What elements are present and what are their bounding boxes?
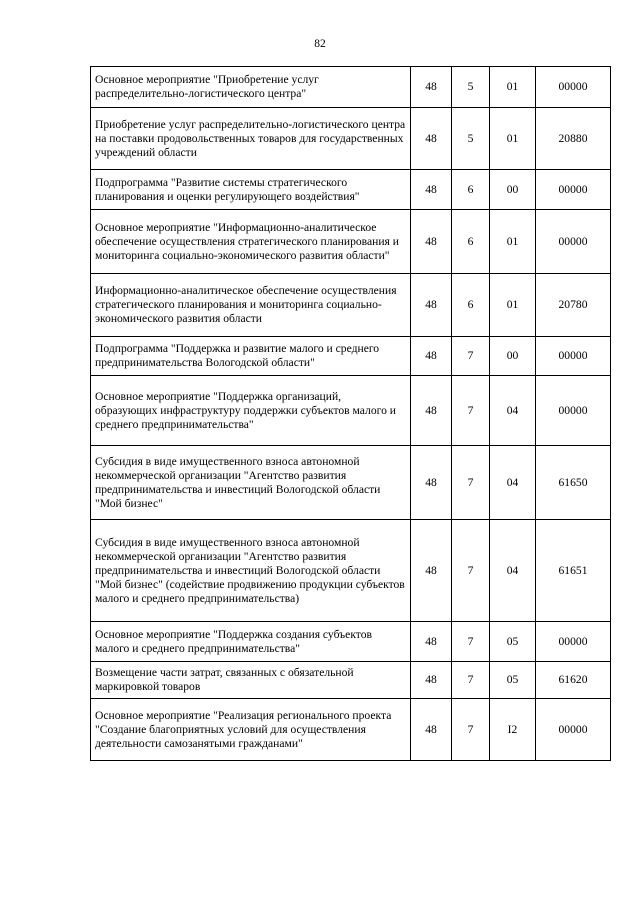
row-name: Субсидия в виде имущественного взноса автономной некоммерческой организации "Агентство развития предпринимательства и инвестиций Вологодской области "Мой бизнес"	[91, 446, 411, 520]
code-1: 48	[411, 337, 452, 376]
code-2: 6	[452, 170, 490, 210]
code-1: 48	[411, 108, 452, 170]
code-1: 48	[411, 446, 452, 520]
code-2: 7	[452, 662, 490, 699]
code-1: 48	[411, 170, 452, 210]
code-1: 48	[411, 520, 452, 622]
code-4: 20780	[536, 274, 611, 337]
row-name: Информационно-аналитическое обеспечение осуществления стратегического планирования и мониторинга социально-экономического развития области	[91, 274, 411, 337]
code-3: 01	[490, 274, 536, 337]
code-3: 04	[490, 520, 536, 622]
row-name: Подпрограмма "Развитие системы стратегического планирования и оценки регулирующего воздействия"	[91, 170, 411, 210]
table-row	[91, 699, 611, 761]
row-name: Основное мероприятие "Информационно-аналитическое обеспечение осуществления стратегического планирования и мониторинга социально-экономического развития области"	[91, 210, 411, 274]
page-number: 82	[314, 38, 326, 50]
table-row	[91, 67, 611, 108]
code-1: 48	[411, 662, 452, 699]
code-4: 00000	[536, 210, 611, 274]
code-2: 7	[452, 376, 490, 446]
code-4: 00000	[536, 67, 611, 108]
code-4: 61620	[536, 662, 611, 699]
code-4: 20880	[536, 108, 611, 170]
code-3: 04	[490, 376, 536, 446]
code-1: 48	[411, 67, 452, 108]
code-1: 48	[411, 210, 452, 274]
code-4: 00000	[536, 699, 611, 761]
code-3: 05	[490, 662, 536, 699]
code-2: 7	[452, 446, 490, 520]
code-3: I2	[490, 699, 536, 761]
code-3: 05	[490, 622, 536, 662]
table-row	[91, 210, 611, 274]
table-row	[91, 337, 611, 376]
code-4: 00000	[536, 376, 611, 446]
code-2: 5	[452, 108, 490, 170]
table-row	[91, 520, 611, 622]
code-1: 48	[411, 699, 452, 761]
table-row	[91, 376, 611, 446]
code-4: 00000	[536, 337, 611, 376]
code-1: 48	[411, 274, 452, 337]
code-2: 7	[452, 337, 490, 376]
row-name: Основное мероприятие "Реализация регионального проекта "Создание благоприятных условий для осуществления деятельности самозанятыми гражданами"	[91, 699, 411, 761]
code-1: 48	[411, 376, 452, 446]
code-2: 7	[452, 520, 490, 622]
code-3: 04	[490, 446, 536, 520]
row-name: Подпрограмма "Поддержка и развитие малого и среднего предпринимательства Вологодской области"	[91, 337, 411, 376]
table-row	[91, 622, 611, 662]
code-3: 01	[490, 210, 536, 274]
code-4: 00000	[536, 170, 611, 210]
code-4: 61651	[536, 520, 611, 622]
code-2: 5	[452, 67, 490, 108]
row-name: Приобретение услуг распределительно-логистического центра на поставки продовольственных товаров для государственных учреждений области	[91, 108, 411, 170]
code-2: 6	[452, 274, 490, 337]
code-2: 6	[452, 210, 490, 274]
code-2: 7	[452, 622, 490, 662]
table-row	[91, 662, 611, 699]
row-name: Основное мероприятие "Приобретение услуг распределительно-логистического центра"	[91, 67, 411, 108]
code-2: 7	[452, 699, 490, 761]
code-3: 00	[490, 170, 536, 210]
code-1: 48	[411, 622, 452, 662]
table-row	[91, 274, 611, 337]
row-name: Возмещение части затрат, связанных с обязательной маркировкой товаров	[91, 662, 411, 699]
budget-classification-table	[90, 66, 611, 761]
row-name: Субсидия в виде имущественного взноса автономной некоммерческой организации "Агентство развития предпринимательства и инвестиций Вологодской области "Мой бизнес" (содействие продвижению продукции субъектов малого и среднего предпринимательства)	[91, 520, 411, 622]
code-4: 00000	[536, 622, 611, 662]
code-4: 61650	[536, 446, 611, 520]
table-row	[91, 446, 611, 520]
row-name: Основное мероприятие "Поддержка организаций, образующих инфраструктуру поддержки субъектов малого и среднего предпринимательства"	[91, 376, 411, 446]
table-row	[91, 170, 611, 210]
code-3: 01	[490, 108, 536, 170]
code-3: 00	[490, 337, 536, 376]
code-3: 01	[490, 67, 536, 108]
row-name: Основное мероприятие "Поддержка создания субъектов малого и среднего предпринимательства"	[91, 622, 411, 662]
table-row	[91, 108, 611, 170]
